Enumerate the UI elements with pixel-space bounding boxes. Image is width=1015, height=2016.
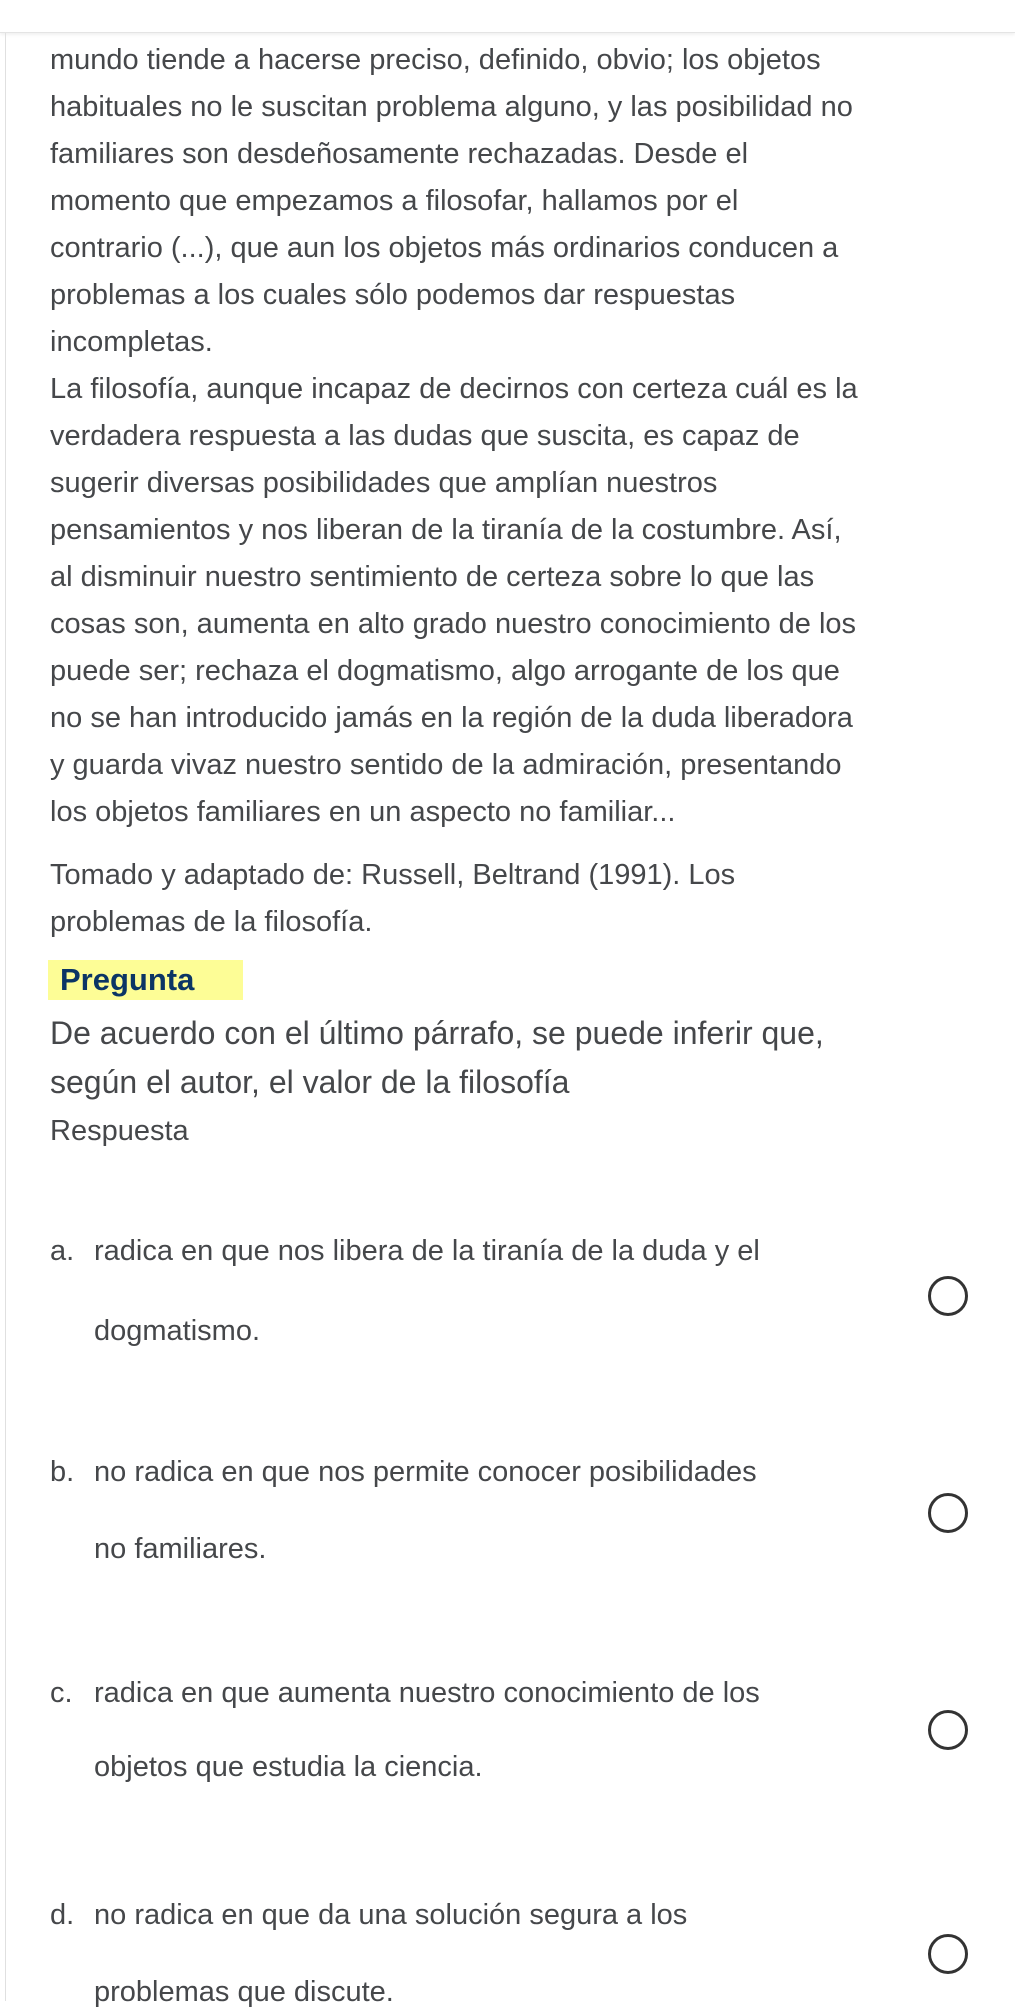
passage-line: y guarda vivaz nuestro sentido de la admiración, presentando [50, 749, 842, 781]
option-text: no familiares. [94, 1533, 267, 1565]
option-text: objetos que estudia la ciencia. [94, 1751, 483, 1783]
passage-line: cosas son, aumenta en alto grado nuestro conocimiento de los [50, 608, 857, 640]
passage-line: momento que empezamos a filosofar, hallamos por el [50, 185, 739, 217]
option-letter: c. [50, 1677, 73, 1709]
passage-line: contrario (...), que aun los objetos más ordinarios conducen a [50, 232, 839, 264]
passage-line: incompletas. [50, 326, 213, 358]
option-text: problemas que discute. [94, 1976, 394, 2008]
passage-line: familiares son desdeñosamente rechazadas. Desde el [50, 138, 749, 170]
passage-line: sugerir diversas posibilidades que amplían nuestros [50, 467, 718, 499]
citation-line: Tomado y adaptado de: Russell, Beltrand (1991). Los [50, 859, 736, 891]
option-text: radica en que nos libera de la tiranía de la duda y el [94, 1235, 760, 1267]
left-border [5, 33, 6, 2001]
passage-line: al disminuir nuestro sentimiento de certeza sobre lo que las [50, 561, 815, 593]
option-b-radio[interactable] [928, 1493, 968, 1533]
option-text: no radica en que nos permite conocer posibilidades [94, 1456, 757, 1488]
option-text: radica en que aumenta nuestro conocimiento de los [94, 1677, 760, 1709]
option-text: dogmatismo. [94, 1315, 261, 1347]
passage-line: La filosofía, aunque incapaz de decirnos con certeza cuál es la [50, 373, 858, 405]
question-text-line: De acuerdo con el último párrafo, se puede inferir que, [50, 1015, 824, 1051]
passage-line: habituales no le suscitan problema alguno, y las posibilidad no [50, 91, 853, 123]
question-heading: Pregunta [60, 962, 195, 997]
passage-line: los objetos familiares en un aspecto no familiar... [50, 796, 676, 828]
citation-line: problemas de la filosofía. [50, 906, 373, 938]
passage-line: puede ser; rechaza el dogmatismo, algo arrogante de los que [50, 655, 840, 687]
option-a-radio[interactable] [928, 1276, 968, 1316]
option-c-radio[interactable] [928, 1710, 968, 1750]
option-text: no radica en que da una solución segura a los [94, 1899, 688, 1931]
option-d-radio[interactable] [928, 1934, 968, 1974]
passage-line: no se han introducido jamás en la región de la duda liberadora [50, 702, 853, 734]
top-bar [0, 0, 1015, 33]
passage-line: pensamientos y nos liberan de la tiranía de la costumbre. Así, [50, 514, 842, 546]
option-letter: d. [50, 1899, 75, 1931]
question-text-line: según el autor, el valor de la filosofía [50, 1064, 570, 1100]
passage-line: problemas a los cuales sólo podemos dar respuestas [50, 279, 736, 311]
option-letter: a. [50, 1235, 75, 1267]
passage-line: verdadera respuesta a las dudas que suscita, es capaz de [50, 420, 800, 452]
answer-label: Respuesta [50, 1115, 189, 1147]
option-letter: b. [50, 1456, 75, 1488]
passage-line: mundo tiende a hacerse preciso, definido, obvio; los objetos [50, 44, 821, 76]
